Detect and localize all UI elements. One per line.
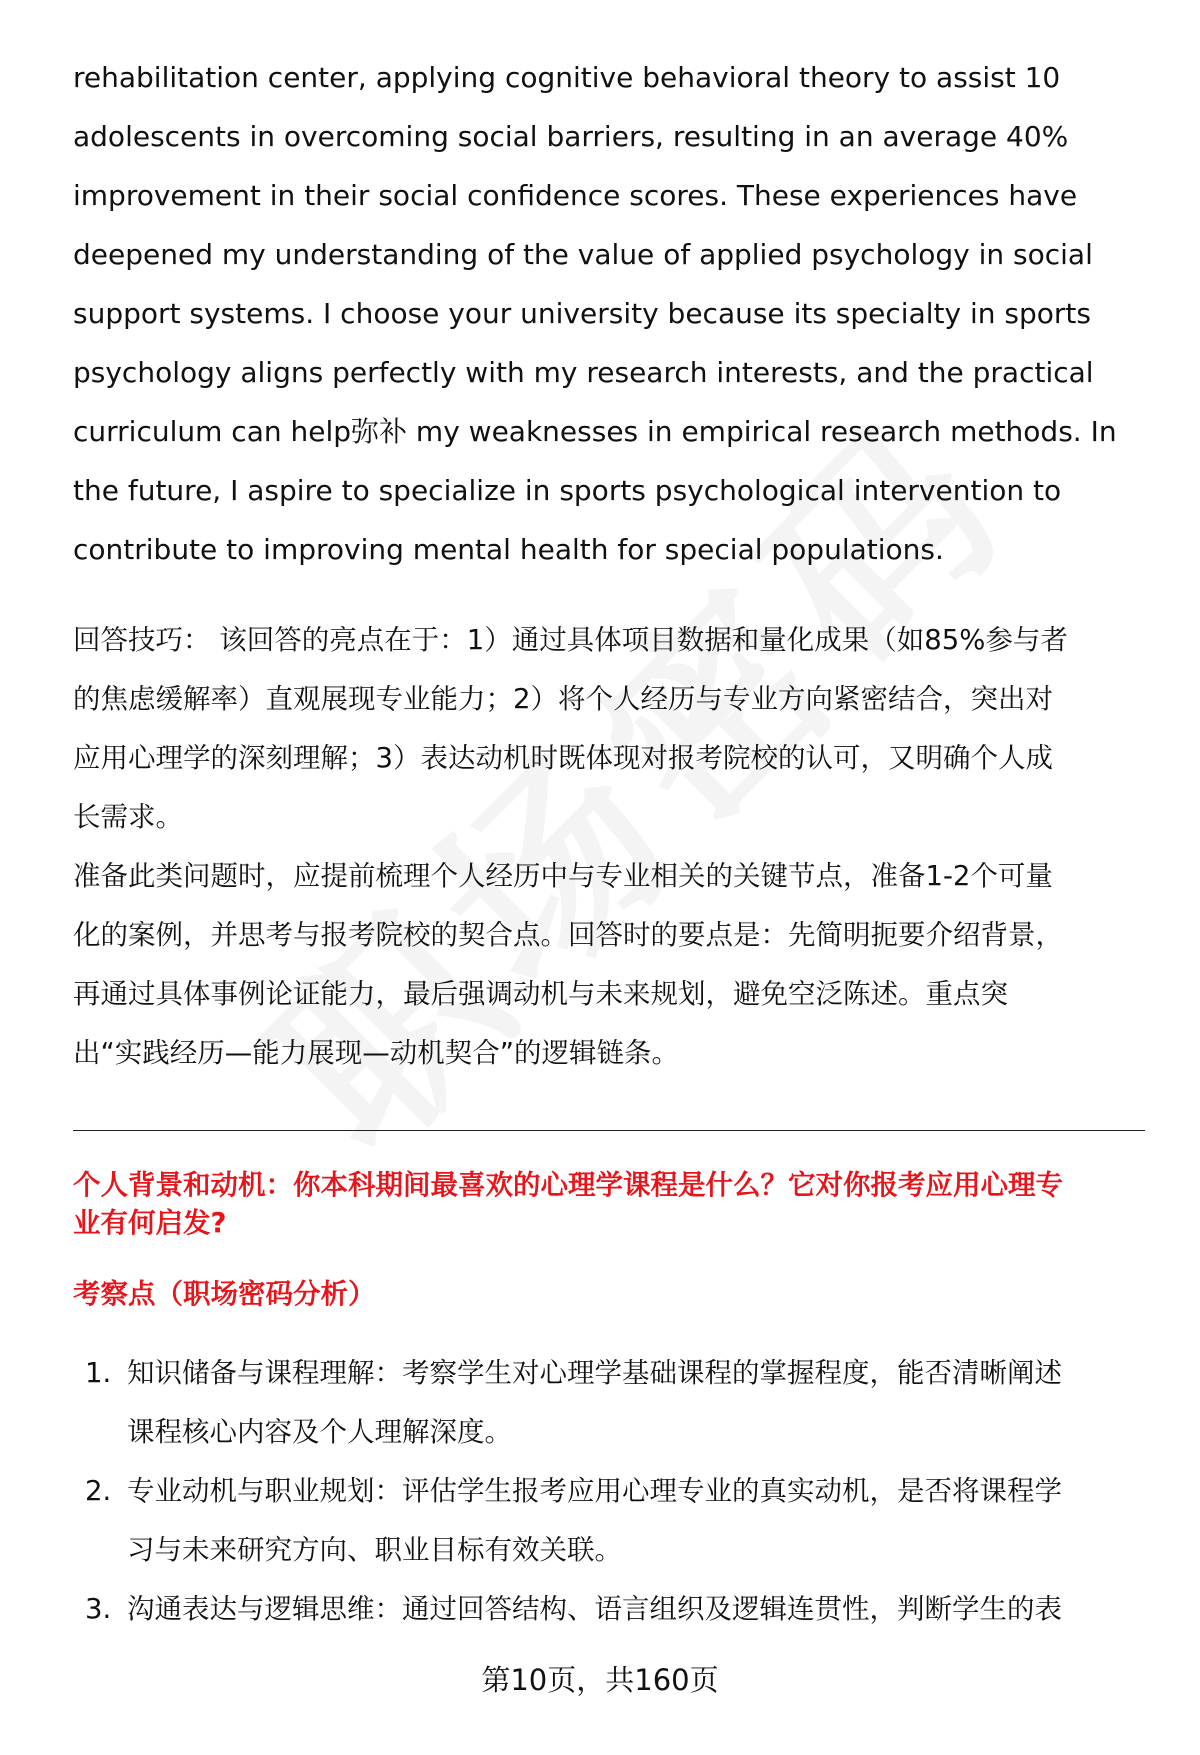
- text-line: improvement in their social confidence scores. These experiences have: [73, 179, 1078, 212]
- text-line: 习与未来研究方向、职业目标有效关联。: [127, 1534, 622, 1566]
- text-line: 回答技巧： 该回答的亮点在于：1）通过具体项目数据和量化成果（如85%参与者: [73, 624, 1068, 656]
- text-line: 沟通表达与逻辑思维：通过回答结构、语言组织及逻辑连贯性，判断学生的表: [127, 1593, 1062, 1625]
- text-line: 准备此类问题时，应提前梳理个人经历中与专业相关的关键节点，准备1-2个可量: [73, 860, 1053, 892]
- text-line: support systems. I choose your university because its specialty in sports: [73, 297, 1091, 330]
- text-line: 应用心理学的深刻理解；3）表达动机时既体现对报考院校的认可，又明确个人成: [73, 742, 1053, 774]
- text-line: 专业动机与职业规划：评估学生报考应用心理专业的真实动机，是否将课程学: [127, 1475, 1062, 1507]
- text-line: 长需求。: [73, 801, 183, 833]
- text-line: the future, I aspire to specialize in sports psychological intervention to: [73, 474, 1062, 507]
- page-number: 第10页，共160页: [481, 1663, 719, 1697]
- text-line: contribute to improving mental health for special populations.: [73, 533, 944, 566]
- question-line: 个人背景和动机：你本科期间最喜欢的心理学课程是什么？它对你报考应用心理专: [73, 1169, 1063, 1201]
- text-line: adolescents in overcoming social barriers, resulting in an average 40%: [73, 120, 1069, 153]
- text-line: 化的案例，并思考与报考院校的契合点。回答时的要点是：先简明扼要介绍背景，: [73, 919, 1063, 951]
- list-number: 2.: [85, 1475, 112, 1507]
- text-line: 的焦虑缓解率）直观展现专业能力；2）将个人经历与专业方向紧密结合，突出对: [73, 683, 1053, 715]
- list-number: 1.: [85, 1357, 112, 1389]
- text-line: 知识储备与课程理解：考察学生对心理学基础课程的掌握程度，能否清晰阐述: [127, 1357, 1062, 1389]
- text-line: 课程核心内容及个人理解深度。: [127, 1416, 512, 1448]
- text-line: curriculum can help弥补 my weaknesses in empirical research methods. In: [73, 415, 1117, 448]
- section-heading: 考察点（职场密码分析）: [73, 1278, 376, 1310]
- text-line: 再通过具体事例论证能力，最后强调动机与未来规划，避免空泛陈述。重点突: [73, 978, 1008, 1010]
- question-line: 业有何启发?: [73, 1207, 227, 1239]
- text-line: 出“实践经历—能力展现—动机契合”的逻辑链条。: [73, 1037, 679, 1069]
- text-line: psychology aligns perfectly with my research interests, and the practical: [73, 356, 1094, 389]
- list-number: 3.: [85, 1593, 112, 1625]
- text-line: deepened my understanding of the value of applied psychology in social: [73, 238, 1093, 271]
- section-divider: [73, 1130, 1145, 1131]
- text-line: rehabilitation center, applying cognitive behavioral theory to assist 10: [73, 61, 1061, 94]
